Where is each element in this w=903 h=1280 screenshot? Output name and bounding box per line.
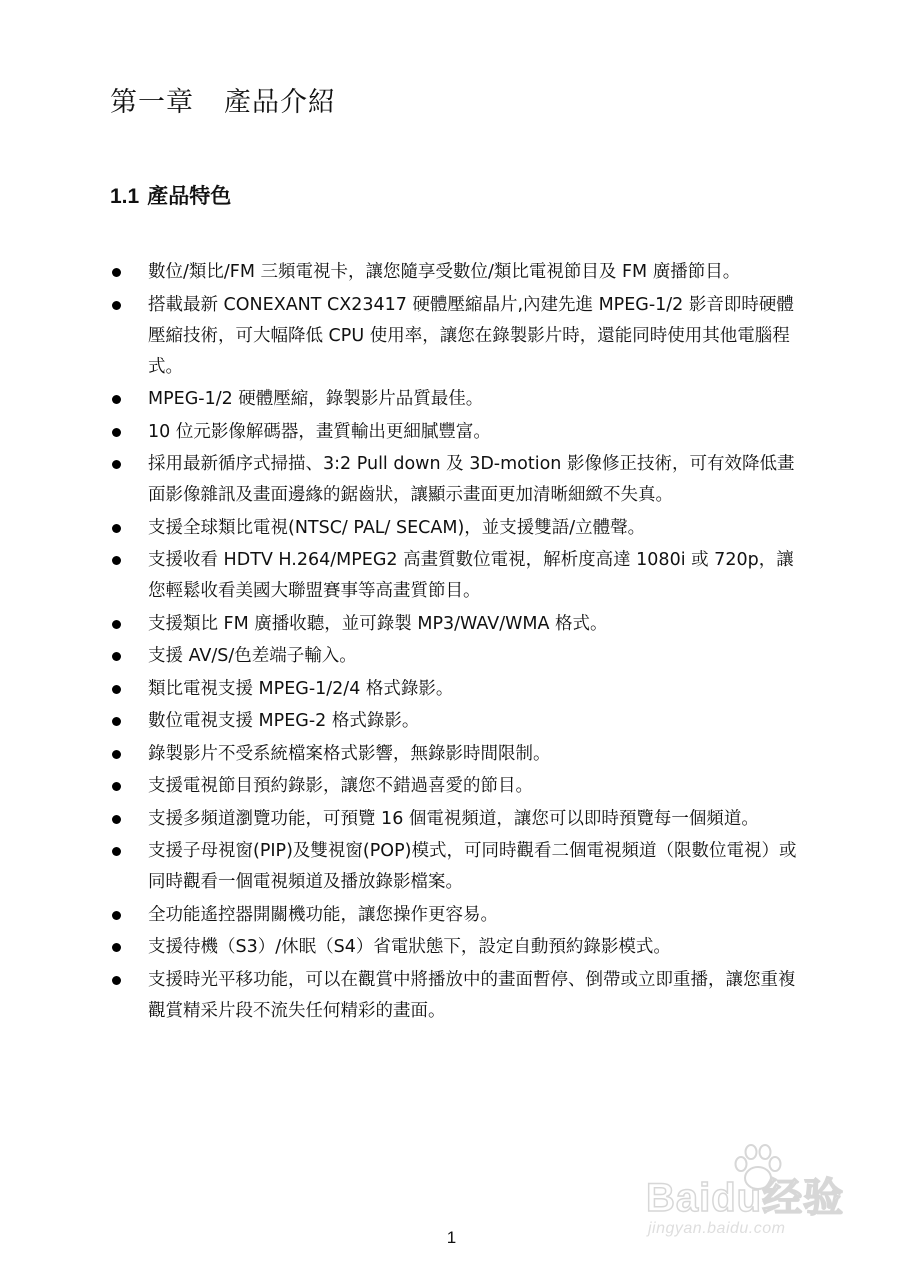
feature-text: 採用最新循序式掃描、3:2 Pull down 及 3D-motion 影像修正技術，可有效降低畫面影像雜訊及畫面邊緣的鋸齒狀，讓顯示畫面更加清晰細緻不失真。 <box>148 454 795 505</box>
chapter-title <box>110 80 336 119</box>
chapter-number: 第一章 <box>110 87 194 118</box>
feature-text: 數位電視支援 MPEG-2 格式錄影。 <box>148 711 420 731</box>
feature-text: 支援子母視窗(PIP)及雙視窗(POP)模式，可同時觀看二個電視頻道（限數位電視）或同時觀看一個電視頻道及播放錄影檔案。 <box>148 841 797 892</box>
bullet-icon <box>112 847 121 856</box>
bullet-icon <box>112 620 121 629</box>
bullet-icon <box>112 943 121 952</box>
feature-item <box>110 417 800 448</box>
bullet-icon <box>112 911 121 920</box>
section-name: 產品特色 <box>147 184 232 208</box>
bullet-icon <box>112 428 121 437</box>
page-number: 1 <box>446 1228 457 1247</box>
feature-item <box>110 804 800 835</box>
feature-text: MPEG-1/2 硬體壓縮，錄製影片品質最佳。 <box>148 389 484 409</box>
bullet-icon <box>112 750 121 759</box>
feature-item <box>110 739 800 770</box>
feature-text: 支援多頻道瀏覽功能，可預覽 16 個電視頻道，讓您可以即時預覽每一個頻道。 <box>148 808 759 829</box>
feature-item <box>110 290 800 383</box>
feature-item <box>110 641 800 672</box>
feature-text: 支援 AV/S/色差端子輸入。 <box>148 646 357 666</box>
feature-item <box>110 449 800 511</box>
bullet-icon <box>112 301 121 310</box>
feature-item <box>110 836 800 898</box>
feature-item <box>110 513 800 544</box>
feature-text: 支援時光平移功能，可以在觀賞中將播放中的畫面暫停、倒帶或立即重播，讓您重複觀賞精采片段不流失任何精彩的畫面。 <box>148 969 796 1021</box>
feature-text: 支援類比 FM 廣播收聽，並可錄製 MP3/WAV/WMA 格式。 <box>148 613 608 634</box>
watermark-site: jingyan.baidu.com <box>648 1220 786 1237</box>
bullet-icon <box>112 556 121 565</box>
feature-text: 10 位元影像解碼器，畫質輸出更細膩豐富。 <box>148 421 491 442</box>
feature-item <box>110 545 800 607</box>
bullet-icon <box>112 268 121 277</box>
bullet-icon <box>112 815 121 824</box>
feature-item <box>110 965 800 1027</box>
bullet-icon <box>112 524 121 533</box>
chapter-name: 產品介紹 <box>224 87 336 118</box>
feature-item <box>110 257 800 288</box>
feature-text: 支援待機（S3）/休眠（S4）省電狀態下，設定自動預約錄影模式。 <box>148 937 671 957</box>
feature-item <box>110 771 800 802</box>
bullet-icon <box>112 782 121 791</box>
bullet-icon <box>112 652 121 661</box>
bullet-icon <box>112 976 121 985</box>
feature-item <box>110 609 800 640</box>
feature-item <box>110 932 800 963</box>
feature-text: 支援收看 HDTV H.264/MPEG2 高畫質數位電視，解析度高達 1080i 或 720p，讓您輕鬆收看美國大聯盟賽事等高畫質節目。 <box>148 550 794 601</box>
feature-item <box>110 900 800 931</box>
bullet-icon <box>112 460 121 469</box>
bullet-icon <box>112 717 121 726</box>
section-title <box>110 180 231 210</box>
feature-text: 支援電視節目預約錄影，讓您不錯過喜愛的節目。 <box>148 776 533 796</box>
feature-text: 搭載最新 CONEXANT CX23417 硬體壓縮晶片,內建先進 MPEG-1/2 影音即時硬體壓縮技術，可大幅降低 CPU 使用率，讓您在錄製影片時，還能同時使用其他電腦程式。 <box>148 294 794 377</box>
section-number: 1.1 <box>110 185 140 208</box>
watermark-logo-text: Baidu经验 <box>646 1176 845 1220</box>
feature-text: 類比電視支援 MPEG-1/2/4 格式錄影。 <box>148 678 454 699</box>
feature-text: 支援全球類比電視(NTSC/ PAL/ SECAM)，並支援雙語/立體聲。 <box>148 517 646 538</box>
bullet-icon <box>112 685 121 694</box>
feature-text: 錄製影片不受系統檔案格式影響，無錄影時間限制。 <box>148 743 551 764</box>
feature-item <box>110 674 800 705</box>
feature-item <box>110 384 800 415</box>
feature-item <box>110 706 800 737</box>
feature-text: 數位/類比/FM 三頻電視卡，讓您隨享受數位/類比電視節目及 FM 廣播節目。 <box>148 262 741 282</box>
bullet-icon <box>112 395 121 404</box>
feature-text: 全功能遙控器開關機功能，讓您操作更容易。 <box>148 904 498 925</box>
feature-list <box>110 257 800 1028</box>
